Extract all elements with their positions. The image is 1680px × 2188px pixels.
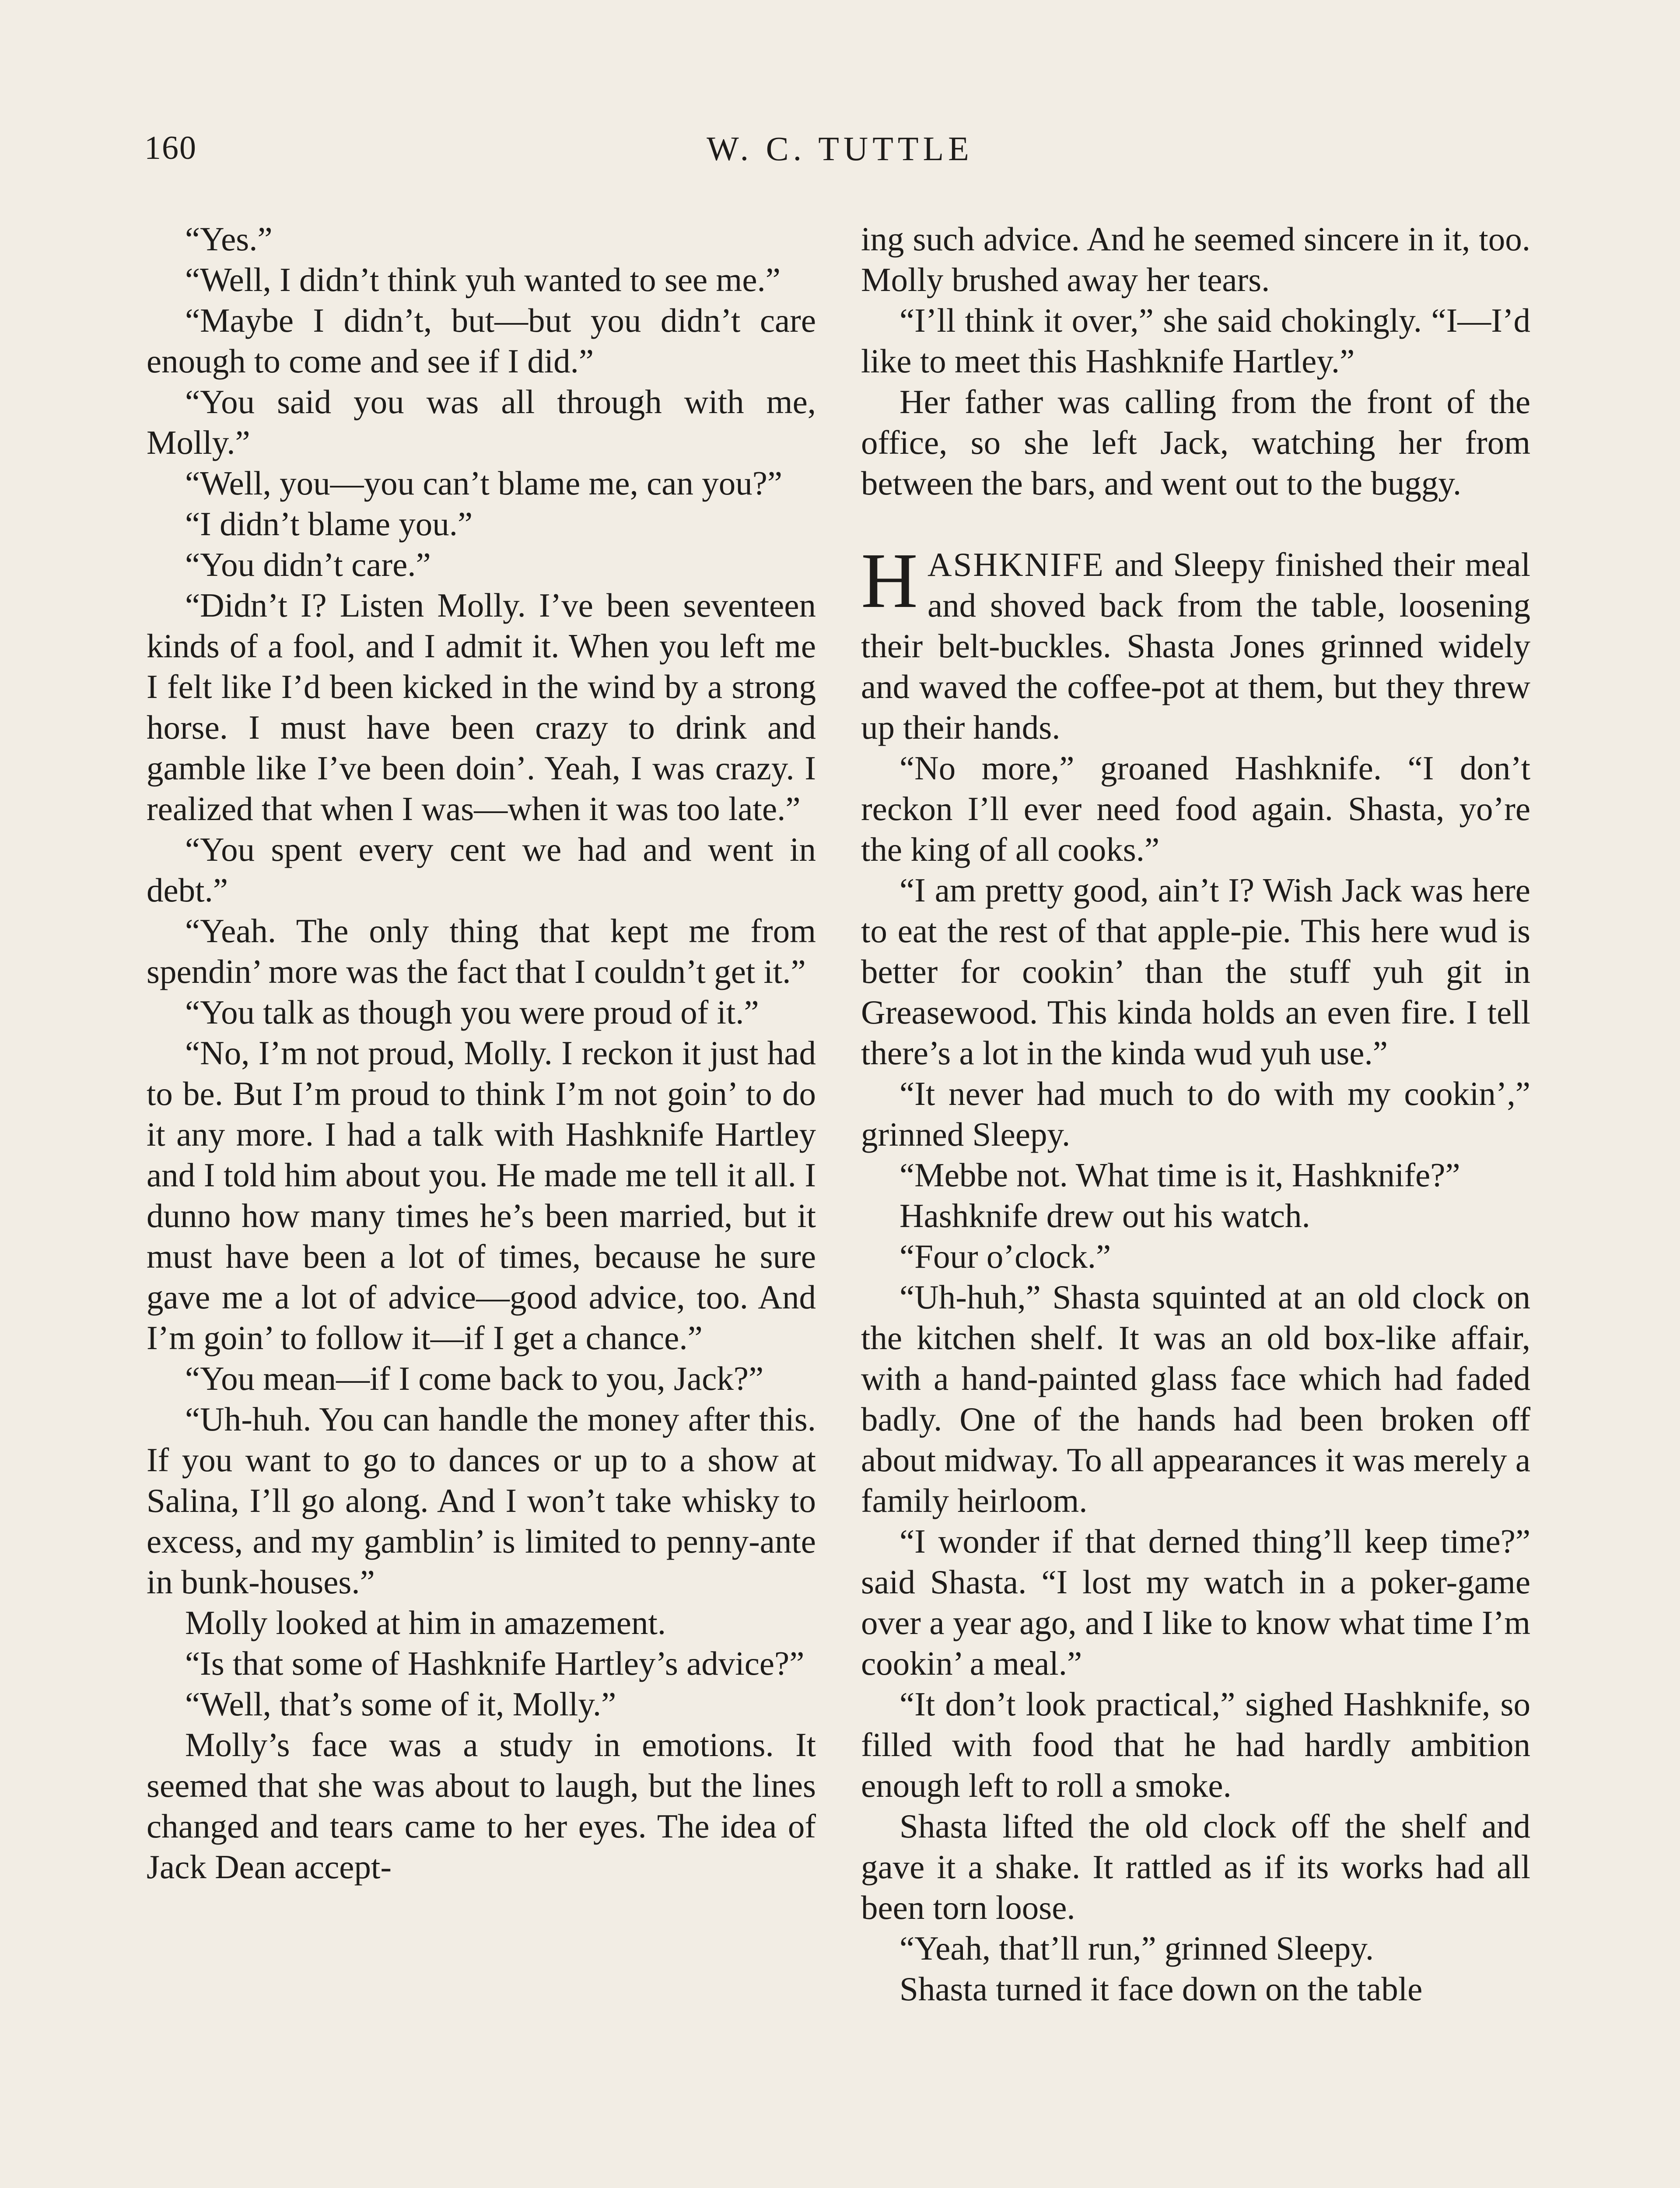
paragraph: Molly looked at him in amazement. (185, 1604, 666, 1641)
paragraph: “Maybe I didn’t, but—but you didn’t care enough to come and see if I did.” (147, 302, 816, 380)
running-head: W. C. TUTTLE (707, 130, 973, 168)
paragraph: “You said you was all through with me, Molly.” (147, 383, 816, 461)
paragraph: “Well, that’s some of it, Molly.” (185, 1685, 616, 1723)
paragraph: “You mean—if I come back to you, Jack?” (185, 1360, 764, 1397)
paragraph: “Yes.” (185, 220, 273, 258)
paragraph: Her father was calling from the front of the office, so she left Jack, watching her from between the bars, and went out to the buggy. (861, 383, 1530, 502)
paragraph: “I wonder if that derned thing’ll keep time?” said Shasta. “I lost my watch in a poker-game over a year ago, and I like to know what time I’m cookin’ a meal.” (861, 1522, 1530, 1682)
paragraph: “You didn’t care.” (185, 546, 431, 583)
page-header (144, 129, 1536, 177)
paragraph: “It never had much to do with my cookin’,” grinned Sleepy. (861, 1075, 1530, 1153)
paragraph: “Is that some of Hashknife Hartley’s advice?” (185, 1645, 805, 1682)
paragraph: “Well, you—you can’t blame me, can you?” (185, 464, 783, 502)
paragraph: “Yeah. The only thing that kept me from spendin’ more was the fact that I couldn’t get it.” (147, 912, 816, 990)
paragraph: Molly’s face was a study in emotions. It seemed that she was about to laugh, but the lines changed and tears came to her eyes. The idea of Jack Dean accept- (147, 1726, 816, 1886)
paragraph: “I’ll think it over,” she said chokingly. “I—I’d like to meet this Hashknife Hartley.” (861, 302, 1530, 380)
paragraph: “I didn’t blame you.” (185, 505, 473, 543)
paragraph: “Didn’t I? Listen Molly. I’ve been seventeen kinds of a fool, and I admit it. When you left me I felt like I’d been kicked in the wind by a strong horse. I must have been crazy to drink and gamble like I’ve been doin’. Yeah, I was crazy. I realized that when I was—when it was too late.” (147, 586, 816, 828)
paragraph: “You spent every cent we had and went in debt.” (147, 831, 816, 909)
paragraph: “Yeah, that’ll run,” grinned Sleepy. (900, 1929, 1374, 1967)
paragraph: “Uh-huh,” Shasta squinted at an old clock on the kitchen shelf. It was an old box-like affair, with a hand-painted glass face which had faded badly. One of the hands had been broken off about midway. To all appearances it was merely a family heirloom. (861, 1278, 1530, 1519)
paragraph: “No, I’m not proud, Molly. I reckon it just had to be. But I’m proud to think I’m not goin’ to do it any more. I had a talk with Hashknife Hartley and I told him about you. He made me tell it all. I dunno how many times he’s been married, but it must have been a lot of times, because he sure gave me a lot of advice—good advice, too. And I’m goin’ to follow it—if I get a chance.” (147, 1034, 816, 1357)
paragraph: “Mebbe not. What time is it, Hashknife?” (900, 1156, 1460, 1194)
paragraph: “No more,” groaned Hashknife. “I don’t reckon I’ll ever need food again. Shasta, yo’re the king of all cooks.” (861, 749, 1530, 868)
right-column (861, 219, 1530, 2009)
paragraph-continued: ing such advice. And he seemed sincere in it, too. Molly brushed away her tears. (861, 220, 1530, 298)
opening-text: and Sleepy finished their meal and shoved back from the table, loosening their belt-buckles. Shasta Jones grinned widely and waved the coffee-pot at them, but they threw up their hands. (861, 546, 1530, 746)
drop-cap: H (861, 537, 918, 624)
paragraph: “Uh-huh. You can handle the money after this. If you want to go to dances or up to a show at Salina, I’ll go along. And I won’t take whisky to excess, and my gamblin’ is limited to penny-ante in bunk-houses.” (147, 1400, 816, 1601)
section-opening-paragraph (861, 537, 1530, 748)
paragraph: “Four o’clock.” (900, 1238, 1111, 1275)
page-number: 160 (144, 130, 197, 166)
paragraph: “Well, I didn’t think yuh wanted to see me.” (185, 261, 780, 298)
left-column (147, 219, 816, 1887)
paragraph: Hashknife drew out his watch. (900, 1197, 1310, 1234)
paragraph: “I am pretty good, ain’t I? Wish Jack was here to eat the rest of that apple-pie. This here wud is better for cookin’ than the stuff yuh git in Greasewood. This kinda holds an even fire. I tell there’s a lot in the kinda wud yuh use.” (861, 871, 1530, 1072)
paragraph: Shasta turned it face down on the table (900, 1970, 1423, 2008)
paragraph: “You talk as though you were proud of it.” (185, 993, 759, 1031)
paragraph: “It don’t look practical,” sighed Hashknife, so filled with food that he had hardly ambition enough left to roll a smoke. (861, 1685, 1530, 1804)
opening-caps: ASHKNIFE (928, 546, 1105, 583)
paragraph: Shasta lifted the old clock off the shelf and gave it a shake. It rattled as if its works had all been torn loose. (861, 1807, 1530, 1926)
